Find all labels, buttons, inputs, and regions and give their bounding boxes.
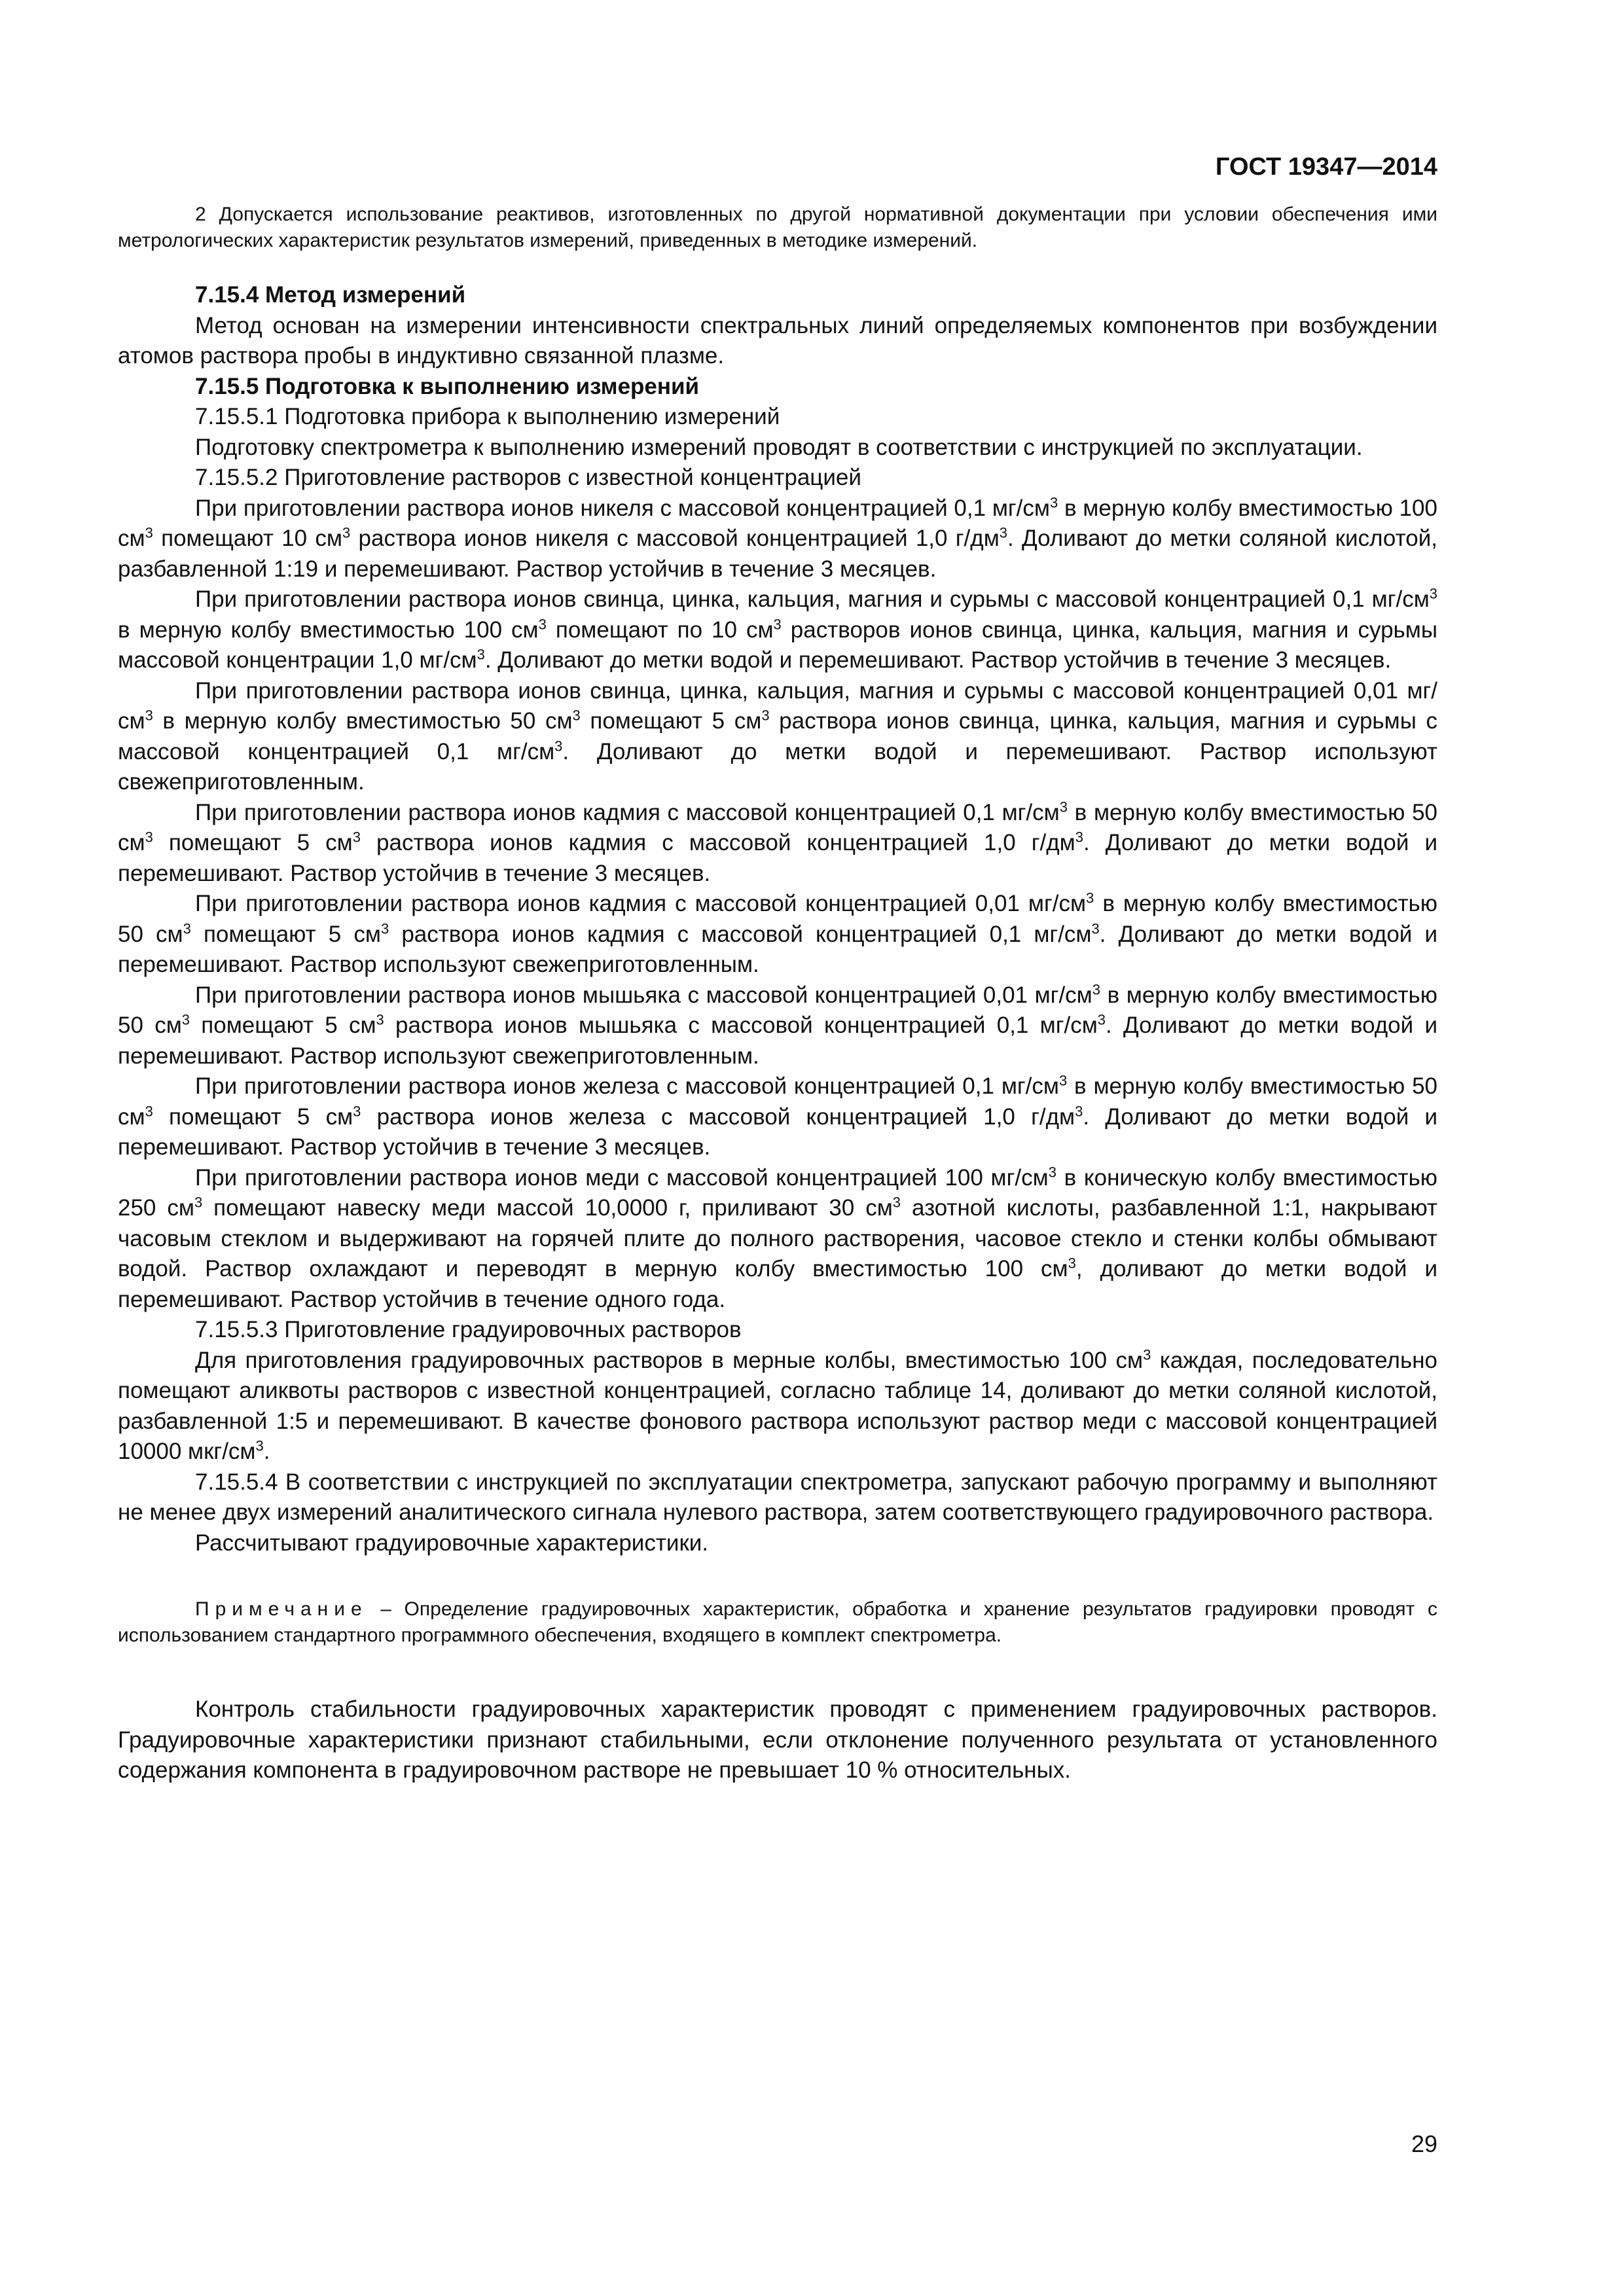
body-paragraph: 7.15.5.1 Подготовка прибора к выполнению измерений — [195, 404, 780, 429]
superscript-3: 3 — [145, 1102, 153, 1119]
superscript-3: 3 — [1058, 1072, 1068, 1089]
superscript-3: 3 — [145, 829, 153, 846]
superscript-3: 3 — [181, 1011, 190, 1028]
body-paragraph: 7.15.5.2 Приготовление растворов с известной концентрацией — [195, 465, 861, 490]
document-header: ГОСТ 19347—2014 — [1215, 153, 1437, 181]
superscript-3: 3 — [145, 707, 153, 724]
body-paragraph: При приготовлении раствора ионов свинца, цинка, кальция, магния и сурьмы с массовой концентрацией 0,01 $мг/см^3$ в мерную колбу вместимостью 50 $см^3$ помещают 5 $см^3$ раствора ионов свинца, цинка, кальция, магния и сурьмы с массовой концентрацией 0,1 $мг/см^3$. Доливают до метки водой и перемешивают. Раствор используют свежеприготовленным. — [118, 677, 1437, 795]
superscript-3: 3 — [1086, 889, 1094, 906]
body-paragraph: При приготовлении раствора ионов никеля с массовой концентрацией 0,1 $мг/см^3$ в мерную колбу вместимостью 100 $см^3$ помещают 10 $см^3$ раствора ионов никеля с массовой концентрацией 1,0 $г/дм^3$. Доливают до метки соляной кислотой, разбавленной 1:19 и перемешивают. Раствор устойчив в течение 3 месяцев. — [118, 493, 1437, 582]
document-body — [118, 280, 1437, 1558]
superscript-3: 3 — [145, 524, 153, 541]
body-paragraph: Метод основан на измерении интенсивности спектральных линий определяемых компонентов при возбуждении атомов раствора пробы в индуктивно связанной плазме. — [118, 312, 1437, 368]
body-paragraph: 7.15.5.4 В соответствии с инструкцией по эксплуатации спектрометра, запускают рабочую программу и выполняют не менее двух измерений аналитического сигнала нулевого раствора, затем соответствующего градуировочного раствора. — [118, 1469, 1437, 1525]
body-paragraph: Для приготовления градуировочных растворов в мерные колбы, вместимостью 100 $см^3$ каждая, последовательно помещают аликвоты растворов с известной концентрацией, согласно таблице 14, доливают до метки соляной кислотой, разбавленной 1:5 и перемешивают. В качестве фонового раствора используют раствор меди с массовой концентрацией 10000 мкг/$см^3$. — [118, 1346, 1438, 1464]
body-paragraph: При приготовлении раствора ионов кадмия с массовой концентрацией 0,1 $мг/см^3$ в мерную колбу вместимостью 50 $см^3$ помещают 5 $см^3$ раствора ионов кадмия с массовой концентрацией 1,0 $г/дм^3$. Доливают до метки водой и перемешивают. Раствор устойчив в течение 3 месяцев. — [118, 798, 1438, 886]
superscript-3: 3 — [554, 737, 563, 754]
superscript-3: 3 — [538, 615, 547, 632]
body-paragraph: При приготовлении раствора ионов мышьяка с массовой концентрацией 0,01 $мг/см^3$ в мерную колбу вместимостью 50 $см^3$ помещают 5 $см^3$ раствора ионов мышьяка с массовой концентрацией 0,1 $мг/см^3$. Доливают до метки водой и перемешивают. Раствор используют свежеприготовленным. — [118, 980, 1438, 1069]
superscript-3: 3 — [1097, 1011, 1106, 1028]
superscript-3: 3 — [1429, 585, 1437, 602]
superscript-3: 3 — [342, 524, 351, 541]
superscript-3: 3 — [1091, 920, 1100, 937]
body-paragraph: При приготовлении раствора ионов кадмия с массовой концентрацией 0,01 $мг/см^3$ в мерную колбу вместимостью 50 $см^3$ помещают 5 $см^3$ раствора ионов кадмия с массовой концентрацией 0,1 $мг/см^3$. Доливают до метки водой и перемешивают. Раствор используют свежеприготовленным. — [118, 889, 1438, 977]
body-paragraph: При приготовлении раствора ионов меди с массовой концентрацией 100 $мг/см^3$ в коническую колбу вместимостью 250 $см^3$ помещают навеску меди массой 10,0000 г, приливают 30 $см^3$ азотной кислоты, разбавленной 1:1, накрывают часовым стеклом и выдерживают на горячей плите до полного растворения, часовое стекло и стенки колбы обмывают водой. Раствор охлаждают и переводят в мерную колбу вместимостью 100 $см^3$, доливают до метки водой и перемешивают. Раствор устойчив в течение одного года. — [118, 1163, 1438, 1312]
superscript-3: 3 — [1075, 1102, 1083, 1119]
superscript-3: 3 — [1059, 798, 1068, 815]
stability-paragraph: Контроль стабильности градуировочных характеристик проводят с применением градуировочных растворов. Градуировочные характеристики признают стабильными, если отклонение полученного результата от установленного содержания компонента в градуировочном растворе не превышает 10 % относительных. — [118, 1696, 1437, 1783]
superscript-3: 3 — [255, 1437, 264, 1454]
section-heading: 7.15.5 Подготовка к выполнению измерений — [195, 373, 700, 399]
superscript-3: 3 — [892, 1194, 901, 1211]
superscript-3: 3 — [1048, 1163, 1056, 1180]
note-block — [118, 1596, 1437, 1649]
reagents-footnote: 2 Допускается использование реактивов, изготовленных по другой нормативной документации при условии обеспечения ими метрологических характеристик результатов измерений, приведенных в методике измерений. — [118, 204, 1437, 251]
superscript-3: 3 — [773, 615, 782, 632]
body-paragraph: При приготовлении раствора ионов железа с массовой концентрацией 0,1 $мг/см^3$ в мерную колбу вместимостью 50 $см^3$ помещают 5 $см^3$ раствора ионов железа с массовой концентрацией 1,0 $г/дм^3$. Доливают до метки водой и перемешивают. Раствор устойчив в течение 3 месяцев. — [118, 1072, 1438, 1160]
note-label: Примечание — [195, 1598, 368, 1620]
superscript-3: 3 — [1143, 1346, 1151, 1363]
superscript-3: 3 — [380, 920, 389, 937]
superscript-3: 3 — [352, 829, 361, 846]
stability-control-section — [118, 1695, 1437, 1786]
body-paragraph: Подготовку спектрометра к выполнению измерений проводят в соответствии с инструкцией по эксплуатации. — [195, 434, 1363, 460]
note-text: – Определение градуировочных характеристик, обработка и хранение результатов градуировки проводят с использованием стандартного программного обеспечения, входящего в комплект спектрометра. — [118, 1598, 1437, 1646]
page-number: 29 — [1411, 2130, 1437, 2157]
superscript-3: 3 — [353, 1102, 361, 1119]
body-paragraph: Рассчитывают градуировочные характеристики. — [195, 1530, 709, 1556]
superscript-3: 3 — [376, 1011, 384, 1028]
body-paragraph: При приготовлении раствора ионов свинца, цинка, кальция, магния и сурьмы с массовой концентрацией 0,1 $мг/см^3$ в мерную колбу вместимостью 100 $см^3$ помещают по 10 $см^3$ растворов ионов свинца, цинка, кальция, магния и сурьмы массовой концентрации 1,0 $мг/см^3$. Доливают до метки водой и перемешивают. Раствор устойчив в течение 3 месяцев. — [118, 585, 1438, 673]
superscript-3: 3 — [1075, 829, 1083, 846]
superscript-3: 3 — [1049, 493, 1058, 511]
superscript-3: 3 — [761, 707, 770, 724]
body-paragraph: 7.15.5.3 Приготовление градуировочных растворов — [195, 1317, 742, 1342]
superscript-3: 3 — [999, 524, 1008, 541]
superscript-3: 3 — [183, 920, 191, 937]
superscript-3: 3 — [1068, 1255, 1076, 1272]
document-page — [118, 151, 1437, 1786]
superscript-3: 3 — [572, 707, 581, 724]
superscript-3: 3 — [1092, 980, 1100, 997]
superscript-3: 3 — [194, 1194, 203, 1211]
superscript-3: 3 — [477, 646, 485, 663]
section-heading: 7.15.4 Метод измерений — [195, 282, 466, 308]
